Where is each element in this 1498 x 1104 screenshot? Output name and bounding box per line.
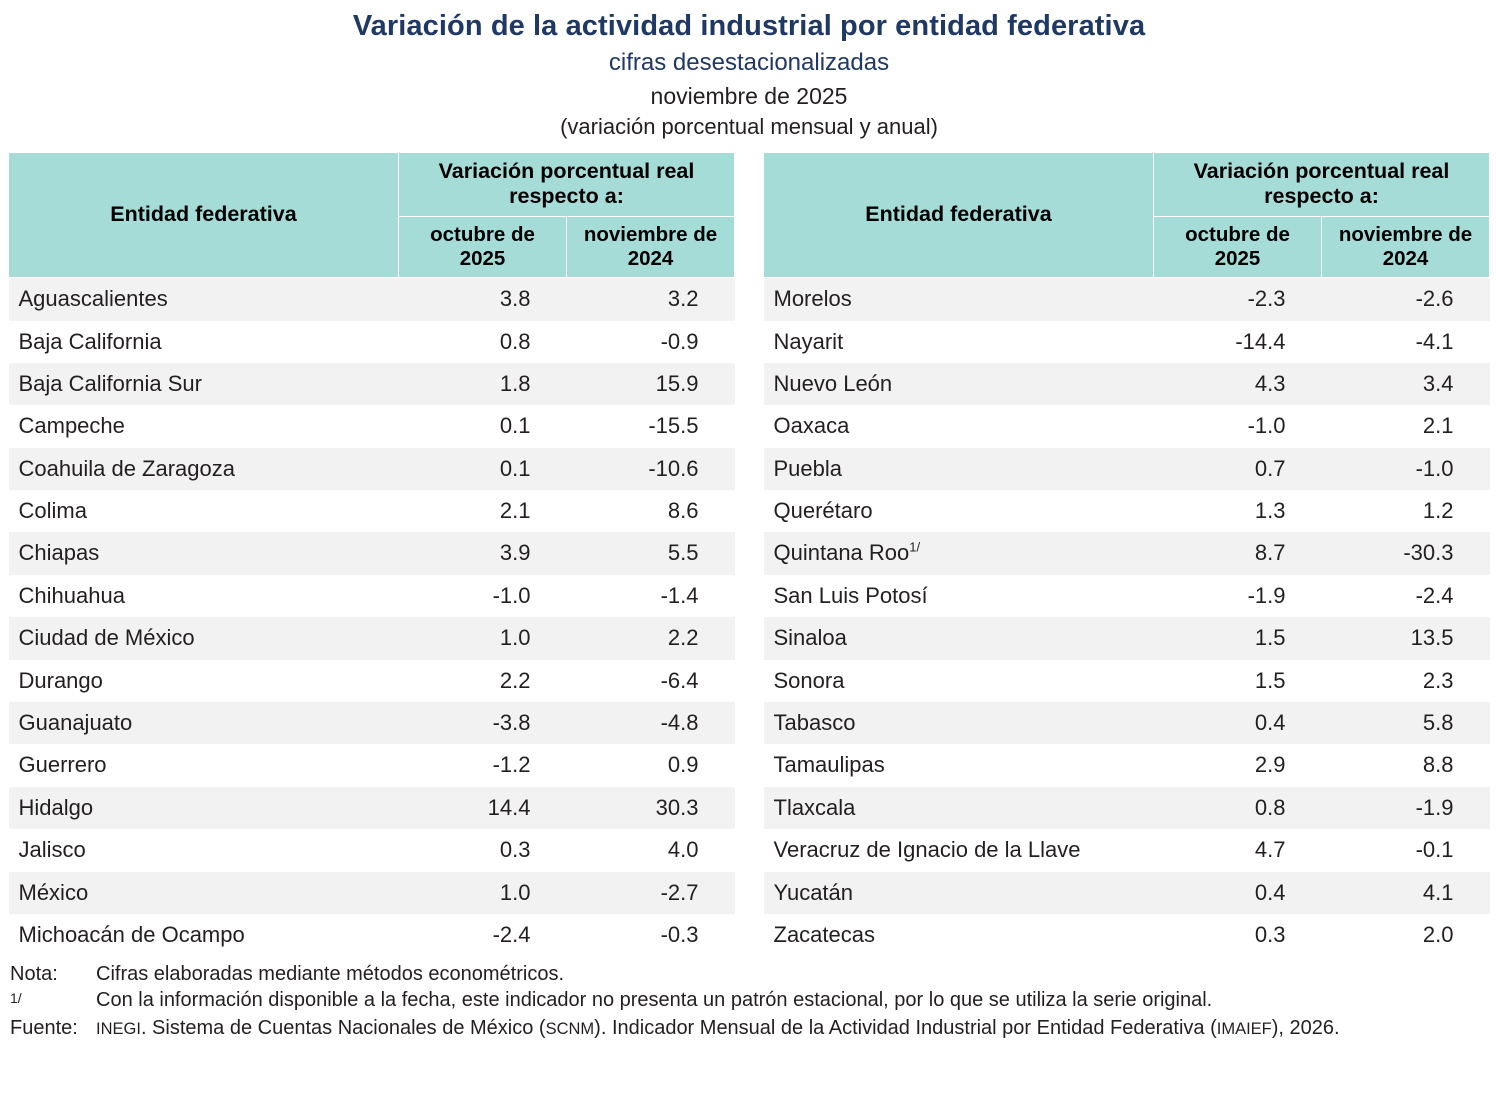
cell-entity-name: Baja California (9, 321, 399, 363)
source-scnm: SCNM (545, 1019, 595, 1038)
header-entity: Entidad federativa (9, 153, 399, 278)
cell-annual-variation: 30.3 (567, 787, 735, 829)
table-row (764, 405, 1490, 447)
table-row (9, 532, 735, 574)
cell-annual-variation: 8.6 (567, 490, 735, 532)
cell-monthly-variation: 1.3 (1154, 490, 1322, 532)
cell-annual-variation: -1.4 (567, 575, 735, 617)
table-row (9, 829, 735, 871)
cell-entity-name: Coahuila de Zaragoza (9, 448, 399, 490)
cell-annual-variation: 5.5 (567, 532, 735, 574)
footnote-label: 1/ (10, 989, 22, 1006)
cell-monthly-variation: -3.8 (399, 702, 567, 744)
note-label: Nota: (10, 963, 58, 986)
cell-annual-variation: -0.9 (567, 321, 735, 363)
header-entity: Entidad federativa (764, 153, 1154, 278)
table-row (9, 575, 735, 617)
cell-annual-variation: 2.1 (1322, 405, 1490, 447)
cell-entity-name: Chiapas (9, 532, 399, 574)
cell-entity-name: Tlaxcala (764, 787, 1154, 829)
cell-annual-variation: 8.8 (1322, 744, 1490, 786)
cell-annual-variation: -4.8 (567, 702, 735, 744)
header-period-annual: noviembre de 2024 (567, 216, 735, 277)
cell-entity-name: Campeche (9, 405, 399, 447)
source-inegi: INEGI (96, 1019, 141, 1038)
cell-monthly-variation: 2.9 (1154, 744, 1322, 786)
header-period-monthly: octubre de 2025 (399, 216, 567, 277)
cell-entity-name: Zacatecas (764, 914, 1154, 956)
table-row (764, 914, 1490, 956)
cell-annual-variation: 4.0 (567, 829, 735, 871)
cell-entity-name: Baja California Sur (9, 363, 399, 405)
cell-annual-variation: -0.3 (567, 914, 735, 956)
note-text: Cifras elaboradas mediante métodos econométricos. (96, 963, 565, 986)
cell-monthly-variation: 0.8 (1154, 787, 1322, 829)
table-right-body (764, 278, 1490, 957)
header-period-monthly: octubre de 2025 (1154, 216, 1322, 277)
cell-entity-name: Jalisco (9, 829, 399, 871)
cell-annual-variation: -1.9 (1322, 787, 1490, 829)
cell-annual-variation: 2.2 (567, 617, 735, 659)
source-part4: ). Indicador Mensual de la Actividad Industrial por Entidad Federativa ( (594, 1016, 1217, 1039)
table-row (9, 405, 735, 447)
cell-monthly-variation: 3.9 (399, 532, 567, 574)
cell-annual-variation: 2.0 (1322, 914, 1490, 956)
cell-monthly-variation: -1.9 (1154, 575, 1322, 617)
table-row (764, 490, 1490, 532)
footnote-marker: 1/ (909, 540, 921, 556)
cell-entity-name: Michoacán de Ocampo (9, 914, 399, 956)
table-row (764, 617, 1490, 659)
table-row (9, 914, 735, 956)
table-row (764, 702, 1490, 744)
cell-monthly-variation: 0.3 (399, 829, 567, 871)
cell-entity-name: Tamaulipas (764, 744, 1154, 786)
cell-annual-variation: 4.1 (1322, 872, 1490, 914)
cell-annual-variation: -2.4 (1322, 575, 1490, 617)
cell-annual-variation: 3.4 (1322, 363, 1490, 405)
source-text (96, 1016, 1488, 1042)
table-row (764, 787, 1490, 829)
source-imaief: IMAIEF (1216, 1019, 1272, 1038)
tables-container (0, 152, 1498, 956)
cell-entity-name: Guerrero (9, 744, 399, 786)
table-right-head (764, 153, 1490, 278)
cell-entity-name: Durango (9, 660, 399, 702)
table-row (9, 448, 735, 490)
page-units: (variación porcentual mensual y anual) (560, 114, 938, 140)
cell-annual-variation: -2.7 (567, 872, 735, 914)
cell-monthly-variation: 2.2 (399, 660, 567, 702)
table-row (764, 532, 1490, 574)
cell-annual-variation: 15.9 (567, 363, 735, 405)
cell-annual-variation: -4.1 (1322, 321, 1490, 363)
table-row (9, 321, 735, 363)
cell-annual-variation: 1.2 (1322, 490, 1490, 532)
cell-entity-name: Chihuahua (9, 575, 399, 617)
cell-monthly-variation: 0.4 (1154, 872, 1322, 914)
cell-annual-variation: 3.2 (567, 278, 735, 321)
cell-entity-name: Querétaro (764, 490, 1154, 532)
cell-monthly-variation: -1.0 (399, 575, 567, 617)
cell-monthly-variation: 0.7 (1154, 448, 1322, 490)
table-row (764, 321, 1490, 363)
cell-annual-variation: -2.6 (1322, 278, 1490, 321)
cell-monthly-variation: 1.5 (1154, 617, 1322, 659)
cell-annual-variation: -1.0 (1322, 448, 1490, 490)
page-title: Variación de la actividad industrial por entidad federativa (352, 10, 1146, 42)
table-row (9, 744, 735, 786)
footnotes (0, 956, 1498, 1041)
page-subtitle: cifras desestacionalizadas (608, 49, 890, 77)
cell-entity-name: Sonora (764, 660, 1154, 702)
table-row (764, 575, 1490, 617)
cell-monthly-variation: 1.0 (399, 872, 567, 914)
cell-annual-variation: -30.3 (1322, 532, 1490, 574)
table-row (764, 363, 1490, 405)
table-row (764, 744, 1490, 786)
cell-entity-name: Puebla (764, 448, 1154, 490)
source-label: Fuente: (10, 1016, 78, 1039)
cell-entity-name: Quintana Roo$^{1/}$ (764, 532, 1154, 574)
table-row (9, 490, 735, 532)
cell-annual-variation: 13.5 (1322, 617, 1490, 659)
cell-entity-name: Aguascalientes (9, 278, 399, 321)
cell-annual-variation: 5.8 (1322, 702, 1490, 744)
cell-annual-variation: -0.1 (1322, 829, 1490, 871)
cell-monthly-variation: 8.7 (1154, 532, 1322, 574)
cell-annual-variation: -15.5 (567, 405, 735, 447)
cell-entity-name: Sinaloa (764, 617, 1154, 659)
table-row (764, 872, 1490, 914)
cell-entity-name: Oaxaca (764, 405, 1154, 447)
cell-entity-name: Tabasco (764, 702, 1154, 744)
cell-monthly-variation: 4.3 (1154, 363, 1322, 405)
cell-entity-name: Hidalgo (9, 787, 399, 829)
cell-monthly-variation: -2.3 (1154, 278, 1322, 321)
cell-entity-name: Nuevo León (764, 363, 1154, 405)
header-group: Variación porcentual real respecto a: (1154, 153, 1490, 217)
cell-entity-name: Yucatán (764, 872, 1154, 914)
table-row (9, 702, 735, 744)
title-block (0, 0, 1498, 142)
table-row (9, 617, 735, 659)
cell-monthly-variation: 0.1 (399, 448, 567, 490)
table-row (764, 448, 1490, 490)
cell-entity-name: México (9, 872, 399, 914)
cell-monthly-variation: 1.0 (399, 617, 567, 659)
cell-monthly-variation: 0.8 (399, 321, 567, 363)
cell-monthly-variation: 1.8 (399, 363, 567, 405)
table-row (764, 278, 1490, 321)
cell-monthly-variation: -1.0 (1154, 405, 1322, 447)
source-part6: ), 2026. (1271, 1016, 1340, 1039)
table-row (9, 278, 735, 321)
footnote-text: Con la información disponible a la fecha, este indicador no presenta un patrón estacional, por lo que se utiliza la serie original. (96, 988, 1213, 1011)
cell-monthly-variation: -2.4 (399, 914, 567, 956)
table-left-body (9, 278, 735, 957)
note-row (10, 962, 1488, 988)
table-left (8, 152, 735, 956)
cell-monthly-variation: 0.3 (1154, 914, 1322, 956)
table-right (763, 152, 1490, 956)
table-row (9, 787, 735, 829)
table-row (9, 363, 735, 405)
cell-monthly-variation: -14.4 (1154, 321, 1322, 363)
cell-entity-name: Ciudad de México (9, 617, 399, 659)
cell-monthly-variation: 3.8 (399, 278, 567, 321)
cell-annual-variation: 0.9 (567, 744, 735, 786)
source-row (10, 1016, 1488, 1042)
cell-entity-name: Nayarit (764, 321, 1154, 363)
cell-monthly-variation: 1.5 (1154, 660, 1322, 702)
cell-annual-variation: 2.3 (1322, 660, 1490, 702)
header-group: Variación porcentual real respecto a: (399, 153, 735, 217)
cell-monthly-variation: -1.2 (399, 744, 567, 786)
page-period: noviembre de 2025 (650, 82, 848, 109)
cell-monthly-variation: 0.4 (1154, 702, 1322, 744)
cell-entity-name: Morelos (764, 278, 1154, 321)
table-row (764, 660, 1490, 702)
cell-annual-variation: -6.4 (567, 660, 735, 702)
table-left-head (9, 153, 735, 278)
cell-entity-name: Colima (9, 490, 399, 532)
cell-entity-name: Veracruz de Ignacio de la Llave (764, 829, 1154, 871)
cell-annual-variation: -10.6 (567, 448, 735, 490)
table-row (9, 660, 735, 702)
cell-monthly-variation: 4.7 (1154, 829, 1322, 871)
cell-entity-name: San Luis Potosí (764, 575, 1154, 617)
cell-monthly-variation: 14.4 (399, 787, 567, 829)
footnote-row (10, 988, 1488, 1014)
table-row (764, 829, 1490, 871)
table-row (9, 872, 735, 914)
cell-monthly-variation: 0.1 (399, 405, 567, 447)
cell-monthly-variation: 2.1 (399, 490, 567, 532)
header-period-annual: noviembre de 2024 (1322, 216, 1490, 277)
source-part2: . Sistema de Cuentas Nacionales de México ( (140, 1016, 546, 1039)
cell-entity-name: Guanajuato (9, 702, 399, 744)
